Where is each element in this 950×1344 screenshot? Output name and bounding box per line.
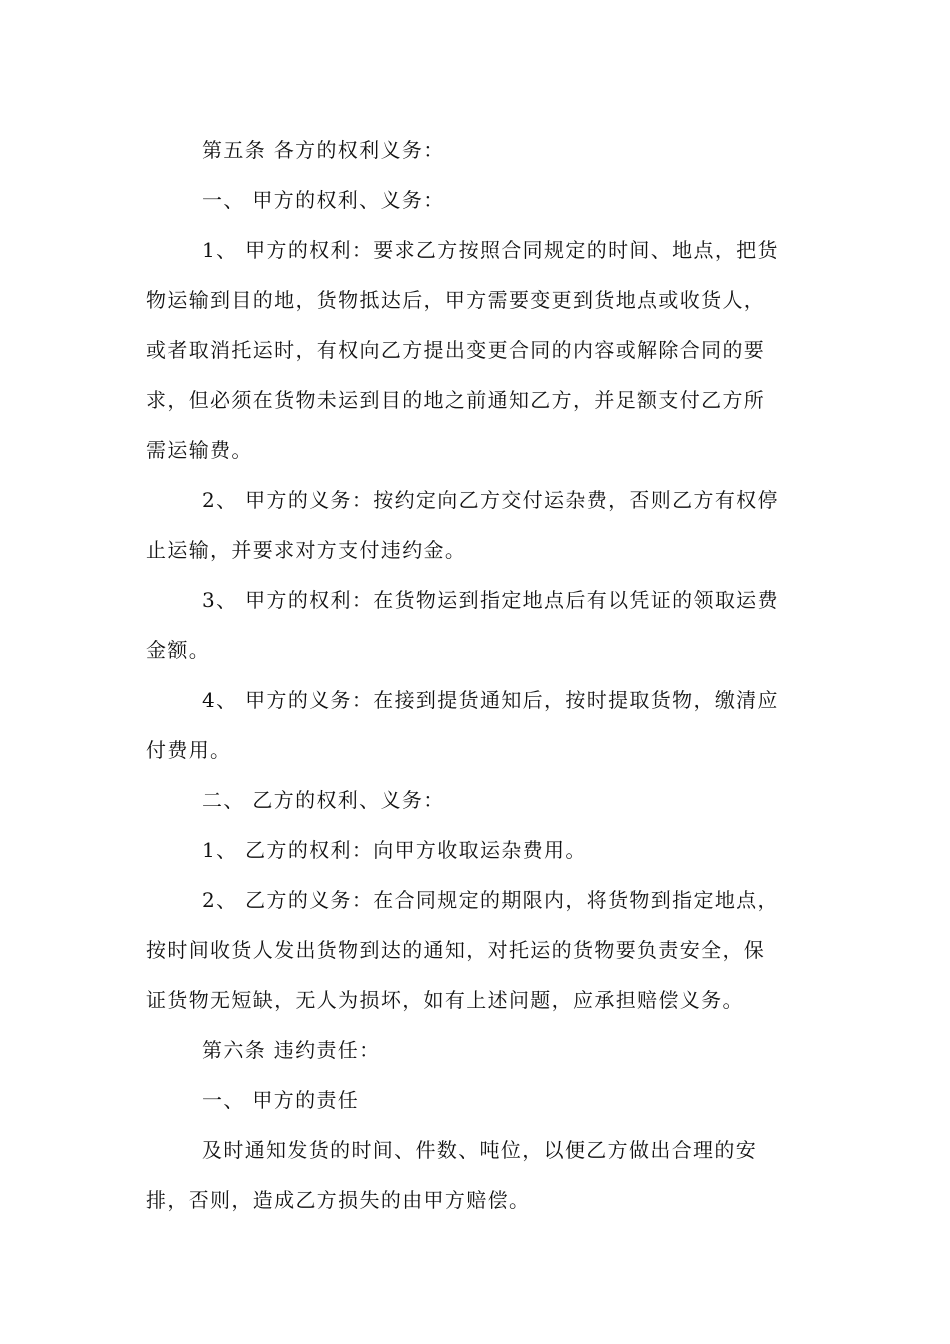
party-a-item4-line2: 付费用。 bbox=[146, 738, 232, 762]
party-b-item2-line1: 2、 乙方的义务：在合同规定的期限内，将货物到指定地点， bbox=[202, 888, 779, 912]
article5-heading: 第五条 各方的权利义务： bbox=[202, 138, 445, 162]
party-a-heading: 一、 甲方的权利、义务： bbox=[202, 188, 445, 212]
party-a-liability-heading: 一、 甲方的责任 bbox=[202, 1088, 360, 1112]
party-b-item2-line2: 按时间收货人发出货物到达的通知，对托运的货物要负责安全，保 bbox=[146, 938, 766, 962]
party-a-item1-line3: 或者取消托运时，有权向乙方提出变更合同的内容或解除合同的要 bbox=[146, 338, 766, 362]
party-a-item3-line1: 3、 甲方的权利：在货物运到指定地点后有以凭证的领取运费 bbox=[202, 588, 779, 612]
party-a-item2-line1: 2、 甲方的义务：按约定向乙方交付运杂费，否则乙方有权停 bbox=[202, 488, 779, 512]
party-b-item2-line3: 证货物无短缺，无人为损坏，如有上述问题，应承担赔偿义务。 bbox=[146, 988, 744, 1012]
party-a-liability-line1: 及时通知发货的时间、件数、吨位，以便乙方做出合理的安 bbox=[202, 1138, 758, 1162]
party-a-item1-line2: 物运输到目的地，货物抵达后，甲方需要变更到货地点或收货人， bbox=[146, 288, 766, 312]
article6-heading: 第六条 违约责任： bbox=[202, 1038, 381, 1062]
party-a-liability-line2: 排，否则，造成乙方损失的由甲方赔偿。 bbox=[146, 1188, 531, 1212]
party-a-item2-line2: 止运输，并要求对方支付违约金。 bbox=[146, 538, 467, 562]
party-a-item1-line1: 1、 甲方的权利：要求乙方按照合同规定的时间、地点，把货 bbox=[202, 238, 779, 262]
party-a-item1-line5: 需运输费。 bbox=[146, 438, 253, 462]
party-a-item3-line2: 金额。 bbox=[146, 638, 211, 662]
party-b-heading: 二、 乙方的权利、义务： bbox=[202, 788, 445, 812]
party-a-item4-line1: 4、 甲方的义务：在接到提货通知后，按时提取货物，缴清应 bbox=[202, 688, 779, 712]
party-a-item1-line4: 求，但必须在货物未运到目的地之前通知乙方，并足额支付乙方所 bbox=[146, 388, 766, 412]
party-b-item1-line1: 1、 乙方的权利：向甲方收取运杂费用。 bbox=[202, 838, 587, 862]
